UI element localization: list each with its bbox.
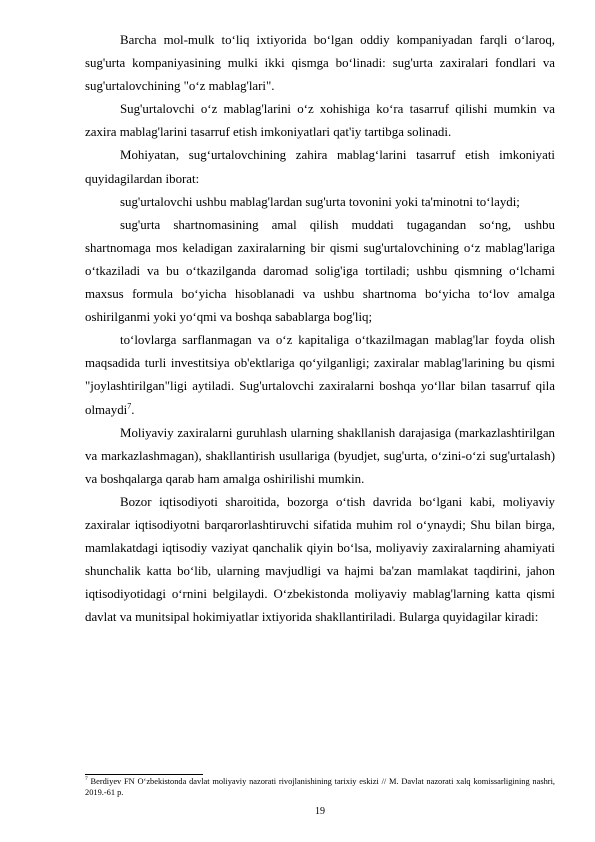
page-number: 19 [315,806,325,817]
paragraph-7: Moliyaviy zaxiralarni guruhlash ularning shakllanish darajasiga (markazlashtirilgan va markazlashmagan), shakllantirish usullariga (byudjet, sug'urta, o‘zini-o‘zi sug'urtalash) va boshqalarga qarab ham amalga oshirilishi mumkin. [85,425,555,486]
paragraph-2: Sug'urtalovchi o‘z mablag'larini o‘z xohishiga ko‘ra tasarruf qilishi mumkin va zaxira mablag'larini tasarruf etish imkoniyatlari qat'iy tartibga solinadi. [85,102,555,140]
footnote-divider [85,774,203,775]
paragraph-6 [85,329,555,421]
paragraph-6-text: to‘lovlarga sarflanmagan va o‘z kapitaliga o‘tkazilmagan mablag'lar foyda olish maqsadida turli investitsiya ob'ektlariga qo‘yilganligi; zaxiralar mablag'larining bu qismi "joylashtirilgan"ligi aytiladi. Sug'urtalovchi zaxiralarni boshqa yo‘llar bilan tasarruf qila olmaydi [85,333,555,417]
body-text [85,29,555,629]
footnote-text: Berdiyev FN O‘zbekistonda davlat moliyaviy nazorati rivojlanishining tarixiy eskizi // M. Davlat nazorati xalq komissarligining nashri, 2019.-61 p. [85,777,555,798]
footnote [85,776,555,799]
paragraph-3: Mohiyatan, sug‘urtalovchining zahira mablag‘larini tasarruf etish imkoniyati quyidagilardan iborat: [85,148,555,186]
paragraph-6-tail: . [131,402,135,417]
footnote-reference: 7 [127,401,132,411]
footnote-mark: 7 [85,776,88,783]
paragraph-8: Bozor iqtisodiyoti sharoitida, bozorga o‘tish davrida bo‘lgani kabi, moliyaviy zaxiralar iqtisodiyotni barqarorlashtiruvchi sifatida muhim rol o‘ynaydi; Shu bilan birga, mamlakatdagi iqtisodiy vaziyat qanchalik qiyin bo‘lsa, moliyaviy zaxiralarning ahamiyati shunchalik katta bo‘lib, ularning mavjudligi va hajmi ba'zan mamlakat taqdirini, jahon iqtisodiyotidagi o‘rnini belgilaydi. O‘zbekistonda moliyaviy mablag'larning katta qismi davlat va munitsipal hokimiyatlar ixtiyorida shakllantiriladi. Bularga quyidagilar kiradi: [85,494,555,625]
paragraph-5: sug'urta shartnomasining amal qilish muddati tugagandan so‘ng, ushbu shartnomaga mos keladigan zaxiralarning bir qismi sug'urtalovchining o‘z mablag'lariga o‘tkaziladi va bu o‘tkazilganda daromad solig'iga tortiladi; ushbu qismning o‘lchami maxsus formula bo‘yicha hisoblanadi va ushbu shartnoma bo‘yicha to‘lov amalga oshirilganmi yoki yo‘qmi va boshqa sabablarga bog'liq; [85,217,555,325]
paragraph-4: sug'urtalovchi ushbu mablag'lardan sug'urta tovonini yoki ta'minotni to‘laydi; [120,194,520,209]
paragraph-1: Barcha mol-mulk to‘liq ixtiyorida bo‘lgan oddiy kompaniyadan farqli o‘laroq, sug'urta kompaniyasining mulki ikki qismga bo‘linadi: sug'urta zaxiralari fondlari va sug'urtalovchining "o‘z mablag'lari". [85,33,555,94]
